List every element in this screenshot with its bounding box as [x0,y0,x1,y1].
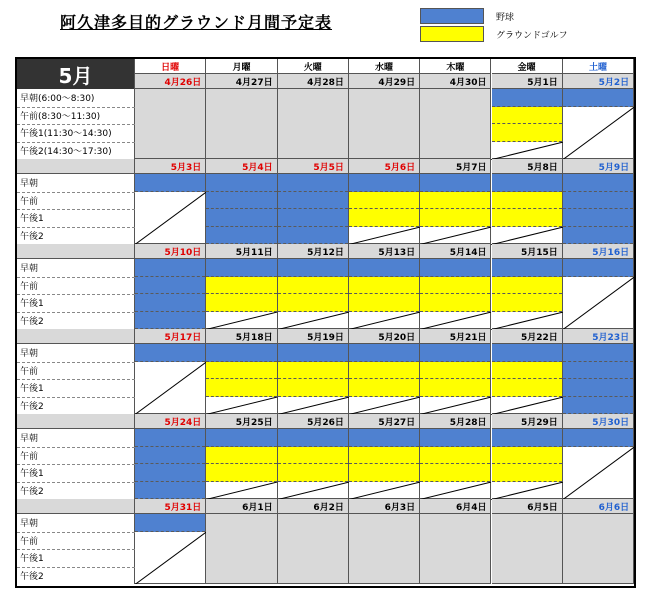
date-label: 6月3日 [349,499,420,514]
reservation-baseball [135,429,205,447]
date-label: 5月7日 [420,159,491,174]
reservation-golf [349,294,419,312]
date-label: 5月2日 [563,74,634,89]
time-slot-label: 午後2(14:30～17:30) [17,142,135,160]
time-slot-label: 午後2 [17,567,135,585]
reservation-golf [492,362,562,380]
reservation-golf [492,447,562,465]
reservation-baseball [563,89,633,107]
closed-diagonal [492,142,563,160]
page-title: 阿久津多目的グラウンド月間予定表 [60,13,333,32]
slot-separator [17,312,135,313]
reservation-baseball [492,259,562,277]
closed-diagonal [135,362,206,415]
reservation-baseball [563,259,633,277]
slot-separator [17,447,135,448]
closed-diagonal [206,482,277,500]
date-label: 5月20日 [349,329,420,344]
legend-item-baseball [420,8,514,24]
reservation-golf [349,192,419,210]
reservation-golf [492,379,562,397]
closed-diagonal [420,312,491,330]
reservation-baseball [206,227,276,245]
time-slot-label: 早朝 [17,174,135,192]
reservation-baseball [420,174,490,192]
reservation-golf [206,294,276,312]
date-label: 4月28日 [278,74,349,89]
slot-separator [17,294,135,295]
time-slot-label: 午後2 [17,312,135,330]
reservation-golf [278,447,348,465]
reservation-baseball [492,89,562,107]
date-label: 5月12日 [278,244,349,259]
reservation-golf [349,209,419,227]
reservation-golf [420,277,490,295]
reservation-golf [349,447,419,465]
reservation-golf [278,277,348,295]
time-slot-label: 早朝 [17,429,135,447]
reservation-baseball [492,174,562,192]
reservation-baseball [206,344,276,362]
time-slot-label: 早朝 [17,259,135,277]
reservation-golf [206,379,276,397]
reservation-golf [420,362,490,380]
time-slot-label: 早朝 [17,344,135,362]
reservation-baseball [563,192,633,210]
reservation-golf [349,277,419,295]
reservation-baseball [278,192,348,210]
slot-header-cell [17,244,135,259]
reservation-golf [492,124,562,142]
date-label: 4月26日 [135,74,206,89]
time-slot-label: 午後2 [17,482,135,500]
slot-header-cell [17,414,135,429]
date-label: 4月29日 [349,74,420,89]
slot-separator [17,107,135,108]
time-slot-label: 午後1 [17,294,135,312]
date-label: 5月31日 [135,499,206,514]
time-slot-label: 午前(8:30～11:30) [17,107,135,125]
date-label: 5月15日 [492,244,563,259]
slot-separator [17,227,135,228]
closed-diagonal [278,397,349,415]
slot-separator [17,397,135,398]
date-label: 5月30日 [563,414,634,429]
time-slot-label: 午前 [17,532,135,550]
reservation-golf [420,294,490,312]
weekday-header: 土曜 [563,59,634,74]
day-cell [420,514,491,584]
reservation-baseball [563,362,633,380]
closed-diagonal [492,312,563,330]
reservation-golf [420,209,490,227]
slot-separator [17,362,135,363]
reservation-baseball [563,174,633,192]
closed-diagonal [349,482,420,500]
reservation-baseball [135,294,205,312]
date-label: 5月13日 [349,244,420,259]
time-slot-label: 午後1(11:30～14:30) [17,124,135,142]
date-label: 5月16日 [563,244,634,259]
date-label: 5月3日 [135,159,206,174]
date-label: 5月10日 [135,244,206,259]
day-cell [206,89,277,159]
closed-diagonal [420,482,491,500]
reservation-golf [206,277,276,295]
slot-header-cell [17,499,135,514]
weekday-header: 水曜 [349,59,420,74]
date-label: 5月25日 [206,414,277,429]
closed-diagonal [349,312,420,330]
reservation-baseball [206,259,276,277]
reservation-baseball [278,174,348,192]
weekday-header: 火曜 [278,59,349,74]
date-label: 5月26日 [278,414,349,429]
reservation-baseball [349,174,419,192]
closed-diagonal [278,482,349,500]
date-label: 5月19日 [278,329,349,344]
reservation-golf [492,294,562,312]
reservation-baseball [563,227,633,245]
date-label: 5月6日 [349,159,420,174]
closed-diagonal [135,192,206,245]
time-slot-label: 早朝 [17,514,135,532]
date-label: 5月23日 [563,329,634,344]
date-label: 5月22日 [492,329,563,344]
reservation-baseball [563,379,633,397]
reservation-baseball [349,429,419,447]
reservation-baseball [420,259,490,277]
reservation-baseball [135,312,205,330]
reservation-baseball [563,209,633,227]
reservation-baseball [278,227,348,245]
date-label: 6月4日 [420,499,491,514]
reservation-baseball [349,344,419,362]
date-label: 5月18日 [206,329,277,344]
reservation-baseball [135,277,205,295]
reservation-golf [278,294,348,312]
reservation-golf [492,107,562,125]
reservation-baseball [278,209,348,227]
closed-diagonal [420,397,491,415]
date-label: 5月24日 [135,414,206,429]
reservation-baseball [135,447,205,465]
reservation-golf [278,379,348,397]
reservation-baseball [563,397,633,415]
reservation-baseball [349,259,419,277]
date-label: 5月8日 [492,159,563,174]
weekday-header: 金曜 [492,59,563,74]
day-cell [349,89,420,159]
time-slot-label: 午後1 [17,379,135,397]
reservation-baseball [206,209,276,227]
weekday-header: 日曜 [135,59,206,74]
slot-header-cell [17,74,135,89]
reservation-golf [492,209,562,227]
date-label: 5月11日 [206,244,277,259]
slot-separator [17,209,135,210]
reservation-golf [420,447,490,465]
reservation-baseball [135,259,205,277]
reservation-golf [492,277,562,295]
reservation-baseball [135,514,205,532]
reservation-baseball [278,429,348,447]
closed-diagonal [563,277,634,330]
date-label: 6月5日 [492,499,563,514]
closed-diagonal [420,227,491,245]
legend-swatch-baseball [420,8,484,24]
legend-swatch-golf [420,26,484,42]
date-label: 6月6日 [563,499,634,514]
closed-diagonal [349,227,420,245]
reservation-golf [206,464,276,482]
date-label: 6月1日 [206,499,277,514]
time-slot-label: 午前 [17,192,135,210]
date-label: 5月29日 [492,414,563,429]
reservation-baseball [135,174,205,192]
date-label: 4月30日 [420,74,491,89]
legend-label-baseball: 野球 [496,12,515,23]
closed-diagonal [206,397,277,415]
time-slot-label: 午後1 [17,549,135,567]
calendar-grid [15,57,636,588]
time-slot-label: 午後1 [17,209,135,227]
reservation-golf [420,464,490,482]
closed-diagonal [563,107,634,160]
day-cell [278,89,349,159]
slot-separator [17,192,135,193]
date-label: 5月4日 [206,159,277,174]
closed-diagonal [206,312,277,330]
date-label: 5月28日 [420,414,491,429]
day-cell [135,89,206,159]
closed-diagonal [135,532,206,585]
reservation-golf [420,192,490,210]
time-slot-label: 午後1 [17,464,135,482]
month-label: 5月 [17,59,135,89]
weekday-header: 木曜 [420,59,491,74]
closed-diagonal [492,227,563,245]
reservation-baseball [135,344,205,362]
reservation-baseball [420,429,490,447]
reservation-baseball [135,464,205,482]
day-cell [420,89,491,159]
closed-diagonal [563,447,634,500]
date-label: 5月21日 [420,329,491,344]
date-label: 5月14日 [420,244,491,259]
reservation-baseball [206,192,276,210]
day-cell [563,514,634,584]
slot-separator [17,379,135,380]
reservation-baseball [492,344,562,362]
reservation-baseball [206,429,276,447]
reservation-golf [278,464,348,482]
reservation-baseball [492,429,562,447]
reservation-golf [206,447,276,465]
day-cell [206,514,277,584]
reservation-golf [492,464,562,482]
closed-diagonal [492,482,563,500]
date-label: 4月27日 [206,74,277,89]
reservation-golf [492,192,562,210]
closed-diagonal [349,397,420,415]
slot-separator [17,124,135,125]
slot-header-cell [17,159,135,174]
date-label: 6月2日 [278,499,349,514]
reservation-golf [349,379,419,397]
reservation-golf [349,362,419,380]
date-label: 5月1日 [492,74,563,89]
slot-separator [17,532,135,533]
date-label: 5月17日 [135,329,206,344]
legend-item-golf [420,26,568,42]
date-label: 5月27日 [349,414,420,429]
reservation-golf [349,464,419,482]
slot-separator [17,567,135,568]
day-cell [278,514,349,584]
date-label: 5月5日 [278,159,349,174]
slot-separator [17,142,135,143]
reservation-baseball [420,344,490,362]
time-slot-label: 午前 [17,447,135,465]
slot-separator [17,549,135,550]
day-cell [492,514,563,584]
slot-separator [17,464,135,465]
time-slot-label: 午後2 [17,227,135,245]
time-slot-label: 午前 [17,277,135,295]
reservation-baseball [563,344,633,362]
time-slot-label: 午前 [17,362,135,380]
reservation-baseball [278,259,348,277]
weekday-header: 月曜 [206,59,277,74]
reservation-baseball [278,344,348,362]
day-cell [349,514,420,584]
time-slot-label: 午後2 [17,397,135,415]
reservation-golf [420,379,490,397]
time-slot-label: 早朝(6:00～8:30) [17,89,135,107]
slot-header-cell [17,329,135,344]
slot-separator [17,482,135,483]
closed-diagonal [492,397,563,415]
reservation-baseball [135,482,205,500]
slot-separator [17,277,135,278]
legend-label-golf: グラウンドゴルフ [496,30,568,41]
reservation-golf [278,362,348,380]
reservation-golf [206,362,276,380]
date-label: 5月9日 [563,159,634,174]
closed-diagonal [278,312,349,330]
reservation-baseball [206,174,276,192]
reservation-baseball [563,429,633,447]
